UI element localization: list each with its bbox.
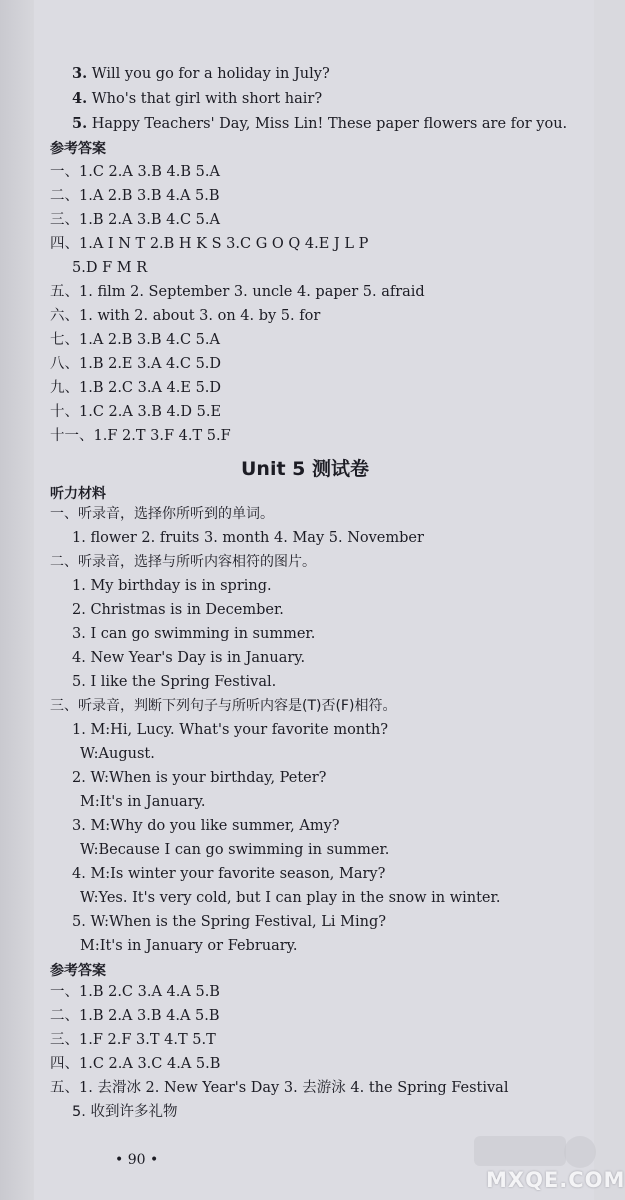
answer-text: 1.A 2.B 3.B 4.A 5.B (79, 188, 220, 204)
answer-row (50, 426, 231, 446)
answer-row (50, 210, 220, 230)
item-number: 3. (72, 65, 88, 82)
item-number: 4. (72, 90, 88, 107)
answer-text: 1. film 2. September 3. uncle 4. paper 5. afraid (79, 284, 425, 300)
dialogue-line: 4. M:Is winter your favorite season, Mary? (72, 866, 386, 882)
dialogue-line: 3. M:Why do you like summer, Amy? (72, 818, 340, 834)
answer-prefix: 一、 (50, 164, 79, 180)
answer-prefix: 十、 (50, 404, 79, 420)
answer-prefix: 七、 (50, 332, 79, 348)
answer-row (72, 1102, 177, 1122)
answers-heading: 参考答案 (50, 963, 106, 979)
dialogue-line: W:August. (80, 746, 155, 762)
item-number: 5. (72, 115, 88, 132)
answer-row (72, 258, 147, 278)
section-line: 4. New Year's Day is in January. (72, 650, 306, 666)
answer-text: 1.A I N T 2.B H K S 3.C G O Q 4.E J L P (79, 236, 369, 252)
sentence-text: Will you go for a holiday in July? (91, 66, 330, 82)
answer-row (50, 330, 220, 350)
answer-row (50, 1078, 508, 1098)
section-title: 二、听录音，选择与所听内容相符的图片。 (50, 554, 316, 570)
answer-row (50, 402, 221, 422)
section-line: 5. I like the Spring Festival. (72, 674, 277, 690)
section-line: 3. I can go swimming in summer. (72, 626, 316, 642)
dialogue-line: M:It's in January or February. (80, 938, 298, 954)
answer-prefix: 五、 (50, 284, 79, 300)
answer-text: 1.B 2.C 3.A 4.A 5.B (79, 984, 220, 1000)
section-line: 1. My birthday is in spring. (72, 578, 272, 594)
sentence-text: Happy Teachers' Day, Miss Lin! These paper flowers are for you. (91, 116, 568, 132)
answer-row (50, 1054, 220, 1074)
answer-row (50, 234, 368, 254)
answer-prefix: 六、 (50, 308, 79, 324)
section-title: 三、听录音，判断下列句子与所听内容是(T)否(F)相符。 (50, 698, 397, 714)
answer-text: 1. with 2. about 3. on 4. by 5. for (79, 308, 321, 324)
listening-heading: 听力材料 (50, 486, 106, 502)
answer-row (50, 282, 425, 302)
book-spine-shadow (0, 0, 34, 1200)
answer-text: 1. 去滑冰 2. New Year's Day 3. 去游泳 4. the Spring Festival (79, 1080, 509, 1096)
answer-prefix: 一、 (50, 984, 79, 1000)
answer-prefix: 二、 (50, 1008, 79, 1024)
answer-prefix: 二、 (50, 188, 79, 204)
answer-text: 1.C 2.A 3.B 4.B 5.A (79, 164, 220, 180)
sentence-text: Who's that girl with short hair? (91, 91, 323, 107)
answer-text: 1.C 2.A 3.C 4.A 5.B (79, 1056, 221, 1072)
section-line: 2. Christmas is in December. (72, 602, 284, 618)
page-number: • 90 • (115, 1152, 159, 1168)
answer-row (50, 306, 320, 326)
answer-row (50, 186, 220, 206)
dialogue-line: M:It's in January. (80, 794, 206, 810)
answer-text: 1.C 2.A 3.B 4.D 5.E (79, 404, 222, 420)
answer-prefix: 三、 (50, 1032, 79, 1048)
answer-prefix: 四、 (50, 236, 79, 252)
answer-row (50, 1006, 220, 1026)
sentence-line (72, 89, 322, 109)
answer-prefix: 五、 (50, 1080, 79, 1096)
dialogue-line: 2. W:When is your birthday, Peter? (72, 770, 327, 786)
section-title: 一、听录音，选择你所听到的单词。 (50, 506, 274, 522)
answer-text: 1.B 2.A 3.B 4.C 5.A (79, 212, 220, 228)
answer-prefix: 三、 (50, 212, 79, 228)
watermark-text: MXQE.COM (486, 1168, 625, 1192)
answer-row (50, 354, 221, 374)
sentence-line (72, 64, 330, 84)
answer-text: 1.F 2.T 3.F 4.T 5.F (93, 428, 231, 444)
unit-title: Unit 5 测试卷 (241, 458, 369, 480)
answer-row (50, 162, 220, 182)
dialogue-line: W:Because I can go swimming in summer. (80, 842, 390, 858)
answer-row (50, 1030, 216, 1050)
answer-prefix: 八、 (50, 356, 79, 372)
dialogue-line: W:Yes. It's very cold, but I can play in the snow in winter. (80, 890, 501, 906)
answer-prefix: 十一、 (50, 428, 94, 444)
answer-row (50, 378, 221, 398)
answers-heading: 参考答案 (50, 141, 106, 157)
answer-text: 1.F 2.F 3.T 4.T 5.T (79, 1032, 216, 1048)
answer-prefix: 四、 (50, 1056, 79, 1072)
dialogue-line: 5. W:When is the Spring Festival, Li Ming? (72, 914, 387, 930)
answer-text: 5.D F M R (72, 260, 148, 276)
answer-prefix: 九、 (50, 380, 79, 396)
answer-text: 1.B 2.C 3.A 4.E 5.D (79, 380, 222, 396)
answer-row (50, 982, 220, 1002)
answer-text: 5. 收到许多礼物 (72, 1104, 178, 1120)
dialogue-line: 1. M:Hi, Lucy. What's your favorite month? (72, 722, 389, 738)
section-line: 1. flower 2. fruits 3. month 4. May 5. November (72, 530, 424, 546)
sentence-line (72, 114, 567, 134)
answer-text: 1.A 2.B 3.B 4.C 5.A (79, 332, 220, 348)
answer-text: 1.B 2.A 3.B 4.A 5.B (79, 1008, 220, 1024)
answer-text: 1.B 2.E 3.A 4.C 5.D (79, 356, 222, 372)
